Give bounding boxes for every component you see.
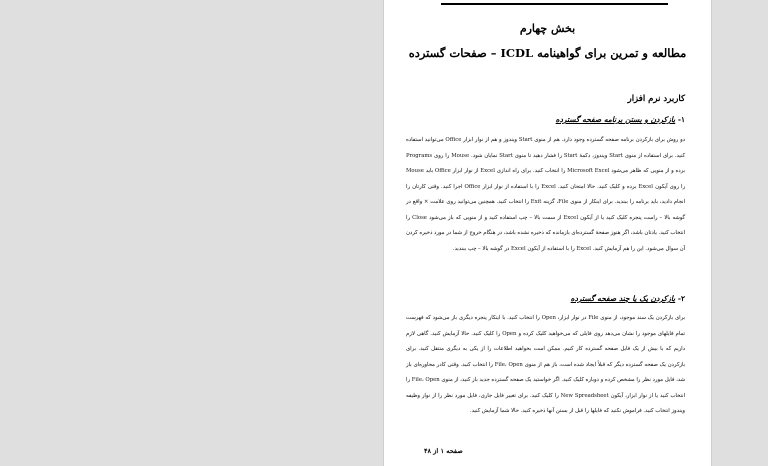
- subheading-2: [571, 294, 685, 303]
- header-rule: [441, 3, 668, 5]
- section-heading: کاربرد نرم افزار: [627, 94, 685, 104]
- document-page: [383, 0, 712, 466]
- subheading-1-number: ۱-: [677, 115, 685, 124]
- subheading-1: [556, 115, 685, 124]
- subheading-2-title: بازکردن یک یا چند صفحه گسترده: [570, 294, 676, 303]
- subheading-2-number: ۲-: [677, 294, 685, 303]
- paragraph-1: دو روش برای بازکردن برنامه صفحه گسترده وجود دارد. هم از منوی Start ویندوز و هم از نوار ابزار Office می‌توانید استفاده کنید. برای استفاده از منوی Start ویندوز، دکمهٔ Start را فشار دهید تا منوی Start نمایان شود. Mouse را روی Programs برده و از منویی که ظاهر می‌شود Microsoft Excel را انتخاب کنید. برای راه اندازی Excel از نوار ابزار Office باید Mouse را روی آیکون Excel برده و کلیک کنید. حالا امتحان کنید. Excel را با استفاده از نوار ابزار Office اجرا کنید. وقتی کارتان را انجام دادید، باید برنامه را ببندید. برای اینکار از منوی File، گزینه Exit را انتخاب کنید. همچنین می‌توانید روی علامت × واقع در گوشه بالا – راست پنجره کلیک کنید یا از آیکون Excel از سمت بالا – چپ استفاده کنید و از منویی که باز می‌شود Close را انتخاب کنید. یادتان باشد، اگر هنوز صفحهٔ گسترده‌ای بازمانده که ذخیره نشده باشد، در هنگام خروج از شما در مورد ذخیره کردن آن سوال می‌شود. این را هم آزمایش کنید. Excel را با استفاده از آیکون Excel در گوشه بالا – چپ ببندید.: [406, 137, 686, 252]
- subheading-1-title: بازکردن و بستن برنامه صفحه گسترده: [555, 115, 676, 124]
- paragraph-2: برای بازکردن یک سند موجود، از منوی File در نوار ابزار، Open را انتخاب کنید. با اینکار پنجره دیگری باز می‌شود که فهرست تمام فایلهای موجود را نشان می‌دهد روی فایلی که می‌خواهید کلیک کرده و Open را کلیک کنید. حالا آزمایش کنید. گاهی لازم داریم که با بیش از یک فایل صفحه گسترده کار کنیم. ممکن است بخواهید اطلاعات را از یکی به دیگری منتقل کنید. برای بازکردن یک صفحه گسترده دیگر که قبلاً ایجاد شده است، باز هم از منوی File، Open را انتخاب کنید. وقتی کادر محاوره‌ای باز شد، فایل مورد نظر را مشخص کرده و دوباره کلیک کنید. اگر خواستید یک صفحه گسترده جدید باز کنید، از منوی File، Open را انتخاب کنید یا از نوار ابزار، آیکون New Spreadsheet را کلیک کنید. برای تغییر فایل جاری، فایل مورد نظر را از نوار وظیفه ویندوز انتخاب کنید. فراموش نکنید که فایلها را قبل از بستن آنها ذخیره کنید. حالا شما آزمایش کنید.: [406, 315, 685, 414]
- main-title: مطالعه و تمرین برای گواهینامه ICDL – صفحات گسترده: [408, 46, 687, 60]
- page-number-footer: صفحه ۱ از ۴۸: [424, 447, 463, 455]
- part-title: بخش چهارم: [519, 22, 576, 35]
